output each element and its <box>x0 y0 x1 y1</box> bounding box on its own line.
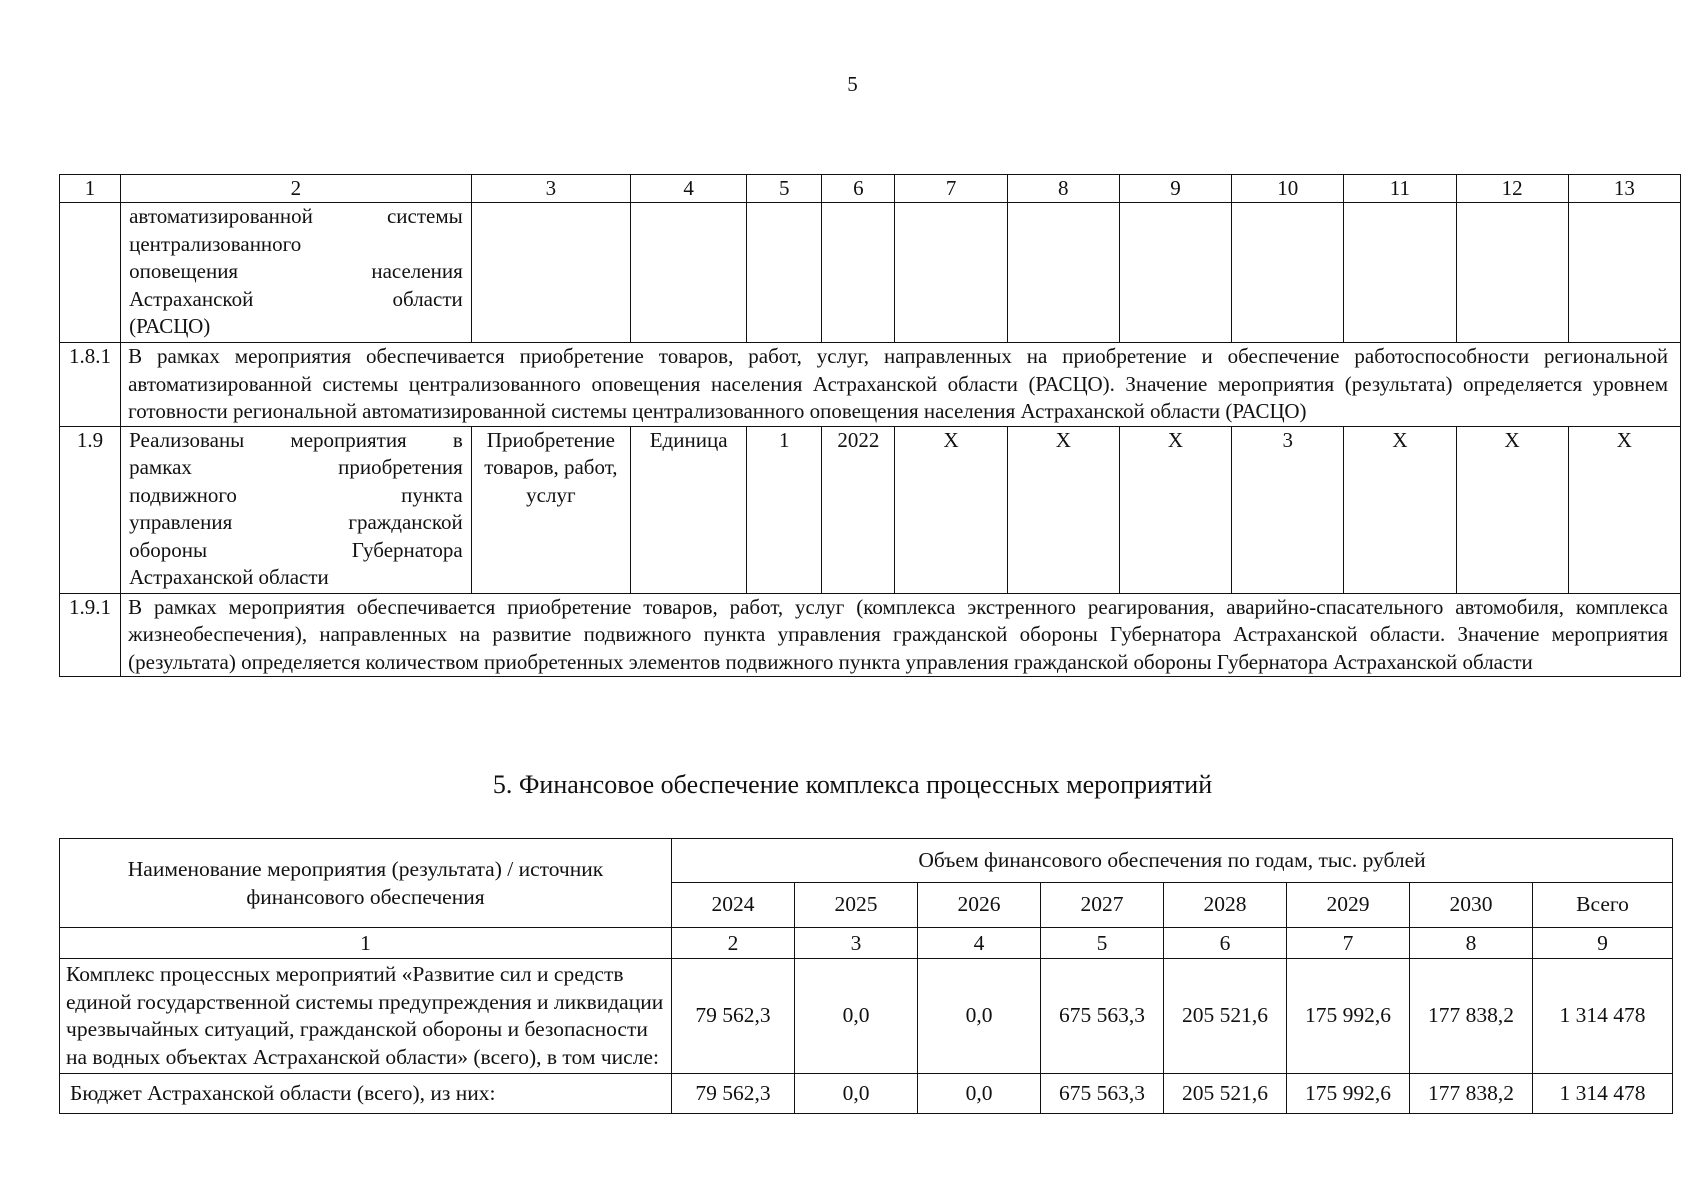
col-number: 8 <box>1007 175 1119 203</box>
row-number: 1.9.1 <box>60 593 121 677</box>
value-cell: X <box>1568 426 1680 593</box>
col-number: 7 <box>895 175 1007 203</box>
section-title: 5. Финансовое обеспечение комплекса процессных мероприятий <box>492 770 1213 799</box>
col-number: 13 <box>1568 175 1680 203</box>
col-number: 5 <box>747 175 822 203</box>
financing-table <box>59 838 1673 1114</box>
value-cell: X <box>895 426 1007 593</box>
value-cell: X <box>1456 426 1568 593</box>
page-number: 5 <box>847 72 858 96</box>
col-number: 1 <box>60 175 121 203</box>
value-cell: 0,0 <box>795 959 918 1074</box>
measure-type: Приобретение товаров, работ, услуг <box>471 426 630 593</box>
value-cell: X <box>1007 426 1119 593</box>
column-number-row <box>60 175 1681 203</box>
year-header: 2025 <box>795 883 918 928</box>
col-number: 9 <box>1119 175 1231 203</box>
value-cell: 205 521,6 <box>1164 959 1287 1074</box>
year-header: 2030 <box>1410 883 1533 928</box>
value-cell: 175 992,6 <box>1287 1074 1410 1114</box>
value-cell: 175 992,6 <box>1287 959 1410 1074</box>
value-cell: 79 562,3 <box>672 959 795 1074</box>
value-cell: X <box>1344 426 1456 593</box>
col-number: 5 <box>1041 928 1164 959</box>
col-number: 2 <box>121 175 472 203</box>
year-header: 2027 <box>1041 883 1164 928</box>
col-number: 6 <box>822 175 895 203</box>
value-cell: 205 521,6 <box>1164 1074 1287 1114</box>
value-cell: 675 563,3 <box>1041 959 1164 1074</box>
measure-name: автоматизированной системы централизованного оповещения населения Астраханской области (РАСЦО) <box>121 203 472 343</box>
column-number-row <box>60 928 1673 959</box>
name-column-header: Наименование мероприятия (результата) / источник финансового обеспечения <box>60 839 672 928</box>
row-number: 1.9 <box>60 426 121 593</box>
col-number: 8 <box>1410 928 1533 959</box>
col-number: 9 <box>1533 928 1673 959</box>
col-number: 3 <box>471 175 630 203</box>
description-row <box>60 593 1681 677</box>
year-header: 2028 <box>1164 883 1287 928</box>
year-header: 2029 <box>1287 883 1410 928</box>
measure-row <box>60 426 1681 593</box>
measure-description: В рамках мероприятия обеспечивается приобретение товаров, работ, услуг, направленных на приобретение и обеспечение работоспособности региональной автоматизированной системы централизованного оповещения населения Астраханской области (РАСЦО). Значение мероприятия (результата) определяется уровнем готовности региональной автоматизированной системы централизованного оповещения населения Астраханской области (РАСЦО) <box>121 343 1681 427</box>
col-number: 6 <box>1164 928 1287 959</box>
volume-header: Объем финансового обеспечения по годам, тыс. рублей <box>672 839 1673 883</box>
year-header: 2026 <box>918 883 1041 928</box>
continuation-row <box>60 203 1681 343</box>
indicators-table <box>59 174 1681 677</box>
measure-description: В рамках мероприятия обеспечивается приобретение товаров, работ, услуг (комплекса экстренного реагирования, аварийно-спасательного автомобиля, комплекса жизнеобеспечения), направленных на развитие подвижного пункта управления гражданской обороны Губернатора Астраханской области. Значение мероприятия (результата) определяется количеством приобретенных элементов подвижного пункта управления гражданской обороны Губернатора Астраханской области <box>121 593 1681 677</box>
total-cell: 1 314 478 <box>1533 959 1673 1074</box>
row-name: Комплекс процессных мероприятий «Развитие сил и средств единой государственной системы предупреждения и ликвидации чрезвычайных ситуаций, гражданской обороны и безопасности на водных объектах Астраханской области» (всего), в том числе: <box>60 959 672 1074</box>
col-number: 2 <box>672 928 795 959</box>
col-number: 4 <box>631 175 747 203</box>
col-number: 10 <box>1232 175 1344 203</box>
value-cell: 675 563,3 <box>1041 1074 1164 1114</box>
col-number: 3 <box>795 928 918 959</box>
total-header: Всего <box>1533 883 1673 928</box>
measure-name: Реализованы мероприятия в рамках приобретения подвижного пункта управления гражданской обороны Губернатора Астраханской области <box>121 426 472 593</box>
value-cell: 177 838,2 <box>1410 1074 1533 1114</box>
col-number: 11 <box>1344 175 1456 203</box>
value-cell: 3 <box>1232 426 1344 593</box>
value-cell: 177 838,2 <box>1410 959 1533 1074</box>
value-cell: 0,0 <box>918 1074 1041 1114</box>
col-number: 12 <box>1456 175 1568 203</box>
header-row <box>60 839 1673 883</box>
description-row <box>60 343 1681 427</box>
value-cell: 79 562,3 <box>672 1074 795 1114</box>
total-cell: 1 314 478 <box>1533 1074 1673 1114</box>
financing-row <box>60 959 1673 1074</box>
unit-cell: Единица <box>631 426 747 593</box>
value-cell: X <box>1119 426 1231 593</box>
value-cell: 0,0 <box>795 1074 918 1114</box>
col-number: 1 <box>60 928 672 959</box>
row-name: Бюджет Астраханской области (всего), из них: <box>60 1074 672 1114</box>
base-year-cell: 2022 <box>822 426 895 593</box>
base-value-cell: 1 <box>747 426 822 593</box>
col-number: 4 <box>918 928 1041 959</box>
row-number: 1.8.1 <box>60 343 121 427</box>
year-header: 2024 <box>672 883 795 928</box>
value-cell: 0,0 <box>918 959 1041 1074</box>
col-number: 7 <box>1287 928 1410 959</box>
financing-row <box>60 1074 1673 1114</box>
